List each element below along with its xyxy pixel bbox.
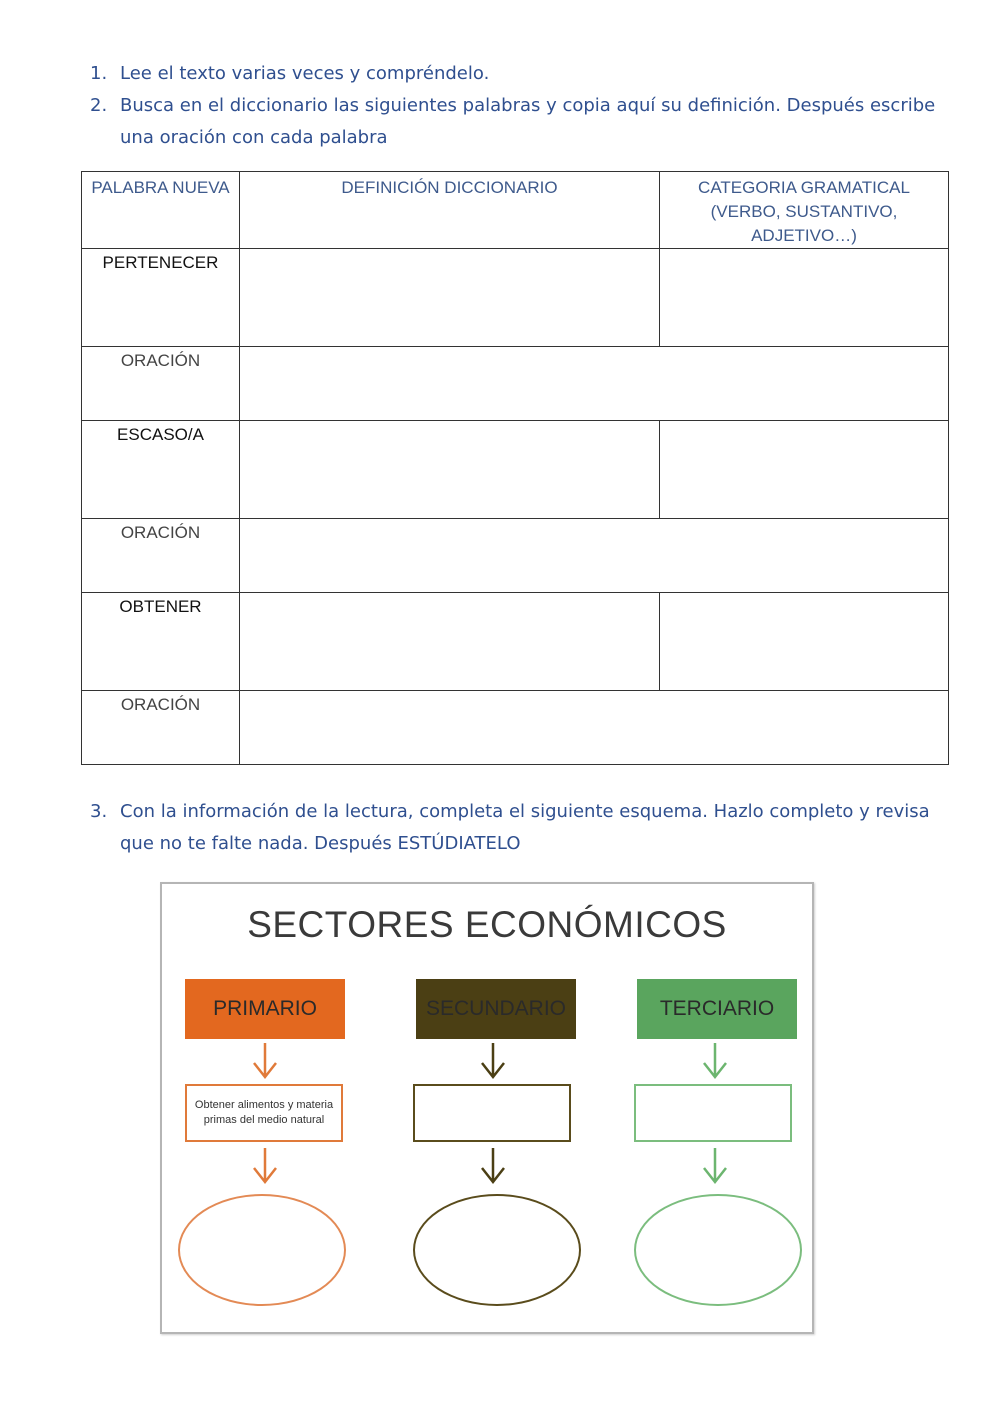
diagram-title: SECTORES ECONÓMICOS — [247, 904, 727, 945]
answer-ellipse-primario[interactable] — [178, 1194, 346, 1306]
category-input[interactable] — [660, 249, 949, 347]
sector-primario: PRIMARIO — [185, 979, 345, 1039]
answer-ellipse-terciario[interactable] — [634, 1194, 802, 1306]
description-box-terciario[interactable] — [634, 1084, 792, 1142]
instruction-text: Con la información de la lectura, completa el siguiente esquema. Hazlo completo y revisa que no te falte nada. Después ESTÚDIATELO — [120, 801, 930, 854]
sentence-input[interactable] — [240, 519, 949, 593]
word-cell: PERTENECER — [82, 249, 240, 347]
arrow-down-icon — [478, 1041, 508, 1081]
arrow-down-icon — [700, 1041, 730, 1081]
oracion-label: ORACIÓN — [82, 347, 240, 421]
sentence-input[interactable] — [240, 347, 949, 421]
arrow-down-icon — [250, 1041, 280, 1081]
instruction-2 — [90, 90, 940, 154]
description-box-secundario[interactable] — [413, 1084, 571, 1142]
description-box-primario: Obtener alimentos y materia primas del medio natural — [185, 1084, 343, 1142]
definition-input[interactable] — [240, 593, 660, 691]
arrow-down-icon — [478, 1146, 508, 1186]
category-input[interactable] — [660, 421, 949, 519]
instruction-number: 3. — [90, 801, 108, 822]
header-categoria: CATEGORIA GRAMATICAL (VERBO, SUSTANTIVO, ADJETIVO…) — [660, 172, 949, 249]
arrow-down-icon — [250, 1146, 280, 1186]
instruction-text: Busca en el diccionario las siguientes palabras y copia aquí su definición. Después escribe una oración con cada palabra — [120, 95, 936, 148]
instruction-1 — [90, 58, 940, 90]
sentence-input[interactable] — [240, 691, 949, 765]
header-palabra-nueva: PALABRA NUEVA — [82, 172, 240, 249]
sectores-diagram — [160, 882, 814, 1334]
definition-input[interactable] — [240, 421, 660, 519]
definition-input[interactable] — [240, 249, 660, 347]
word-cell: ESCASO/A — [82, 421, 240, 519]
answer-ellipse-secundario[interactable] — [413, 1194, 581, 1306]
instruction-3 — [90, 796, 940, 860]
sector-terciario: TERCIARIO — [637, 979, 797, 1039]
instruction-number: 1. — [90, 63, 108, 84]
arrow-down-icon — [700, 1146, 730, 1186]
vocabulary-table — [81, 171, 949, 765]
word-cell: OBTENER — [82, 593, 240, 691]
oracion-label: ORACIÓN — [82, 691, 240, 765]
instruction-number: 2. — [90, 95, 108, 116]
instruction-text: Lee el texto varias veces y compréndelo. — [120, 63, 490, 84]
oracion-label: ORACIÓN — [82, 519, 240, 593]
sector-secundario: SECUNDARIO — [416, 979, 576, 1039]
header-definicion: DEFINICIÓN DICCIONARIO — [240, 172, 660, 249]
category-input[interactable] — [660, 593, 949, 691]
